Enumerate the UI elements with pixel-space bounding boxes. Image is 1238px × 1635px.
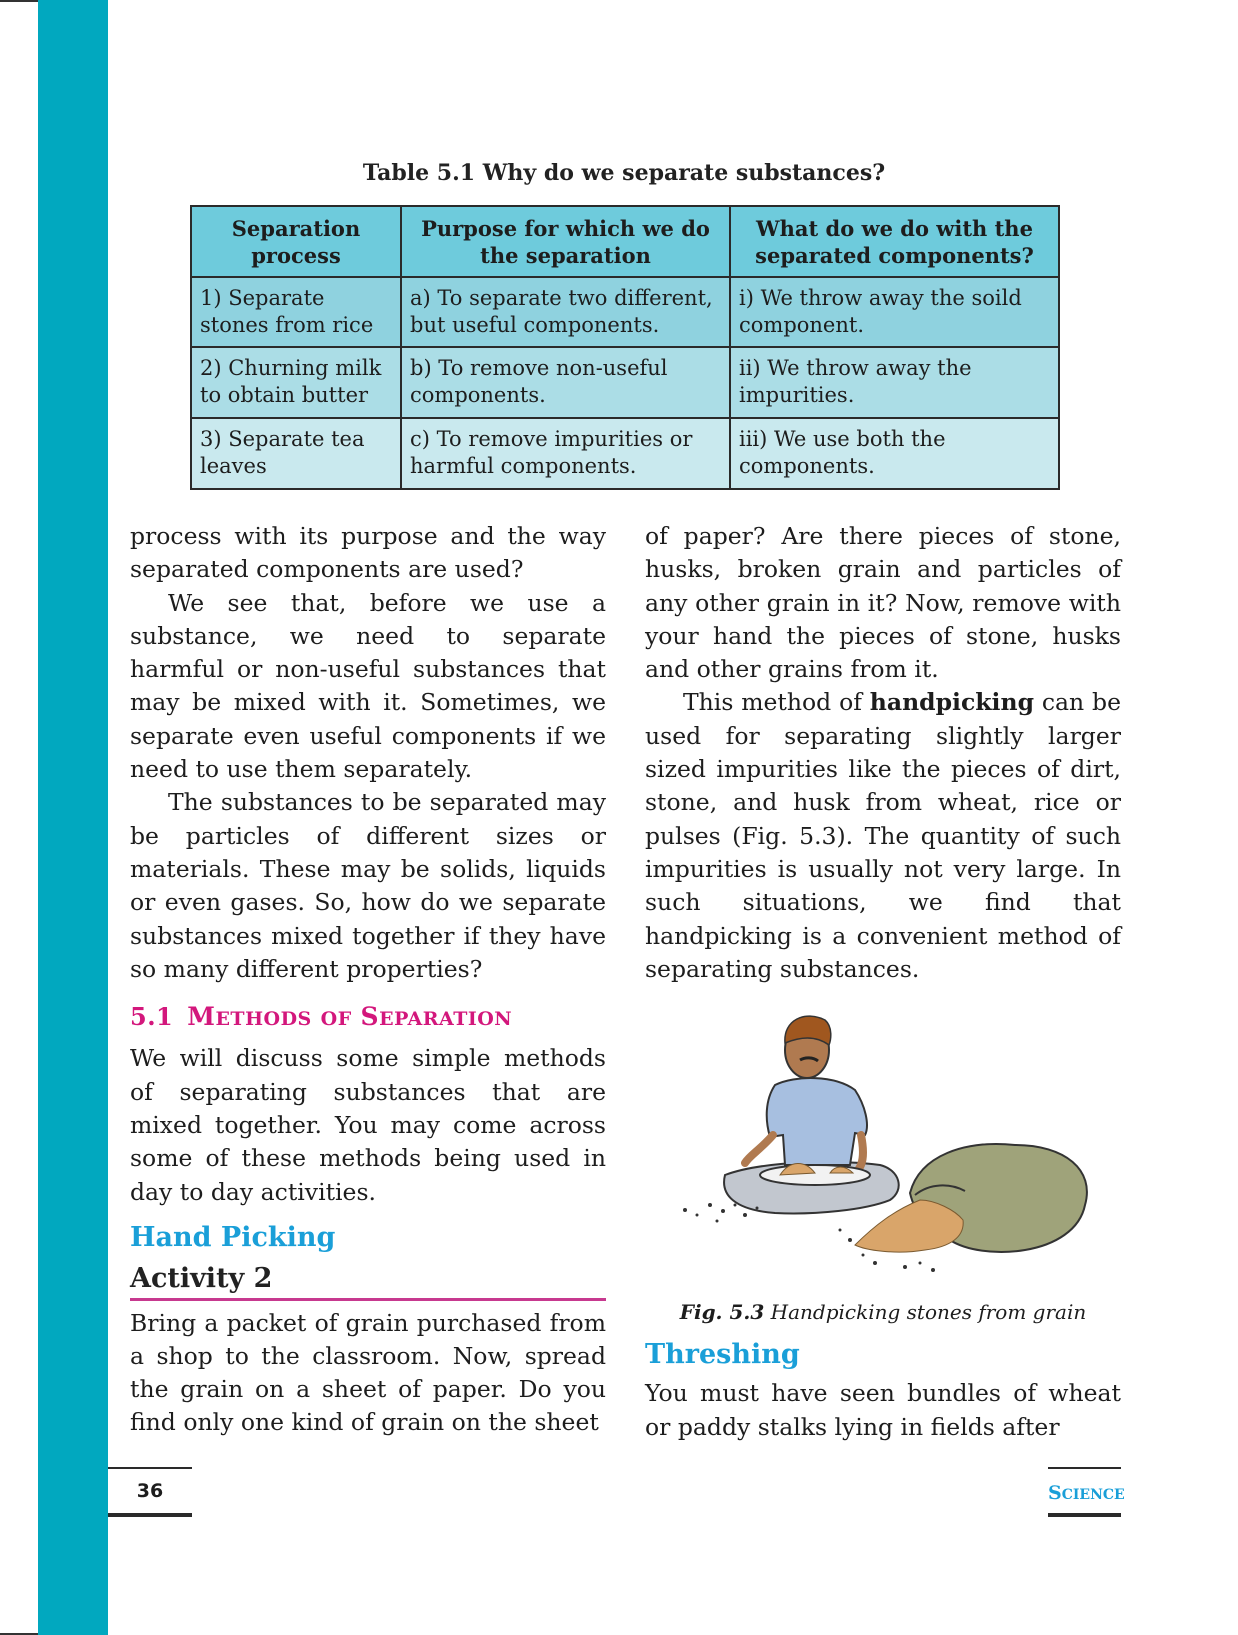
bold-term: handpicking [869,688,1035,717]
table-header-row [191,206,1059,277]
paragraph: You must have seen bundles of wheat or paddy stalks lying in fields after [645,1379,1121,1441]
arm-left [745,1135,773,1163]
arm-right [855,1135,863,1173]
paragraph: This method of handpicking can be used for separating slightly larger sized impurities like the pieces of dirt, stone, and husk from wheat, rice or pulses (Fig. 5.3). The quantity of such impurities is usually not very large. In such situations, we find that handpicking is a convenient method of separating substances. [645,688,1121,983]
book-name: SCIENCE [1048,1482,1125,1504]
paragraph: process with its purpose and the way separated components are used? [130,522,606,584]
table-cell: ii) We throw away the impurities. [730,347,1059,418]
side-color-bar [38,0,108,1635]
footer-rule [1048,1513,1121,1517]
table-cell: a) To separate two different, but useful components. [401,277,730,347]
section-number: 5.1 [130,1002,174,1032]
table-header-cell: Purpose for which we do the separation [401,206,730,277]
table-row [191,418,1059,489]
activity-heading: Activity 2 [130,1262,606,1300]
man-handpicking-grain-illustration [665,1005,1125,1290]
table-cell: iii) We use both the components. [730,418,1059,489]
table-row [191,347,1059,418]
footer-rule [1048,1467,1121,1469]
table-cell: 3) Separate tea leaves [191,418,401,489]
table-row [191,277,1059,347]
paragraph: We see that, before we use a substance, we need to separate harmful or non-useful substances that may be mixed with it. Sometimes, we separate even useful components if we need to use them separately. [130,588,606,784]
table-cell: 1) Separate stones from rice [191,277,401,347]
subheading-hand-picking: Hand Picking [130,1221,336,1253]
section-heading [130,1000,606,1036]
plate [760,1165,870,1185]
activity-text: Bring a packet of grain purchased from a shop to the classroom. Now, spread the grain on a sheet of paper. Do you find only one kind of grain on the sheet [130,1308,606,1437]
table-cell: 2) Churning milk to obtain butter [191,347,401,418]
paragraph: The substances to be separated may be particles of different sizes or materials. These may be solids, liquids or even gases. So, how do we separate substances mixed together if they have so many different properties? [130,788,606,983]
footer-rule [108,1513,192,1517]
footer-rule [108,1467,192,1469]
table-header-cell: What do we do with the separated components? [730,206,1059,277]
table-cell: i) We throw away the soild component. [730,277,1059,347]
table-header-cell: Separation process [191,206,401,277]
left-column [130,520,606,1440]
figure-label: Fig. 5.3 [679,1300,765,1324]
figure-caption: Fig. 5.3 Handpicking stones from grain [679,1300,1087,1324]
right-column-lower [645,1338,1121,1444]
subheading-threshing: Threshing [645,1339,800,1370]
table-title: Table 5.1 Why do we separate substances? [362,160,886,186]
paragraph: We will discuss some simple methods of separating substances that are mixed together. You may come across some of these methods being used in day to day activities. [130,1044,606,1206]
corner-rule [0,0,38,2]
spilled-grain [855,1200,963,1252]
table-cell: c) To remove impurities or harmful components. [401,418,730,489]
section-title: METHODS OF SEPARATION [187,1002,513,1032]
page-number: 36 [136,1480,164,1502]
right-column [645,520,1121,986]
torso [767,1078,867,1165]
paragraph: of paper? Are there pieces of stone, husks, broken grain and particles of any other grain in it? Now, remove with your hand the pieces of stone, husks and other grains from it. [645,522,1121,684]
table-cell: b) To remove non-useful components. [401,347,730,418]
separation-table [190,205,1060,490]
